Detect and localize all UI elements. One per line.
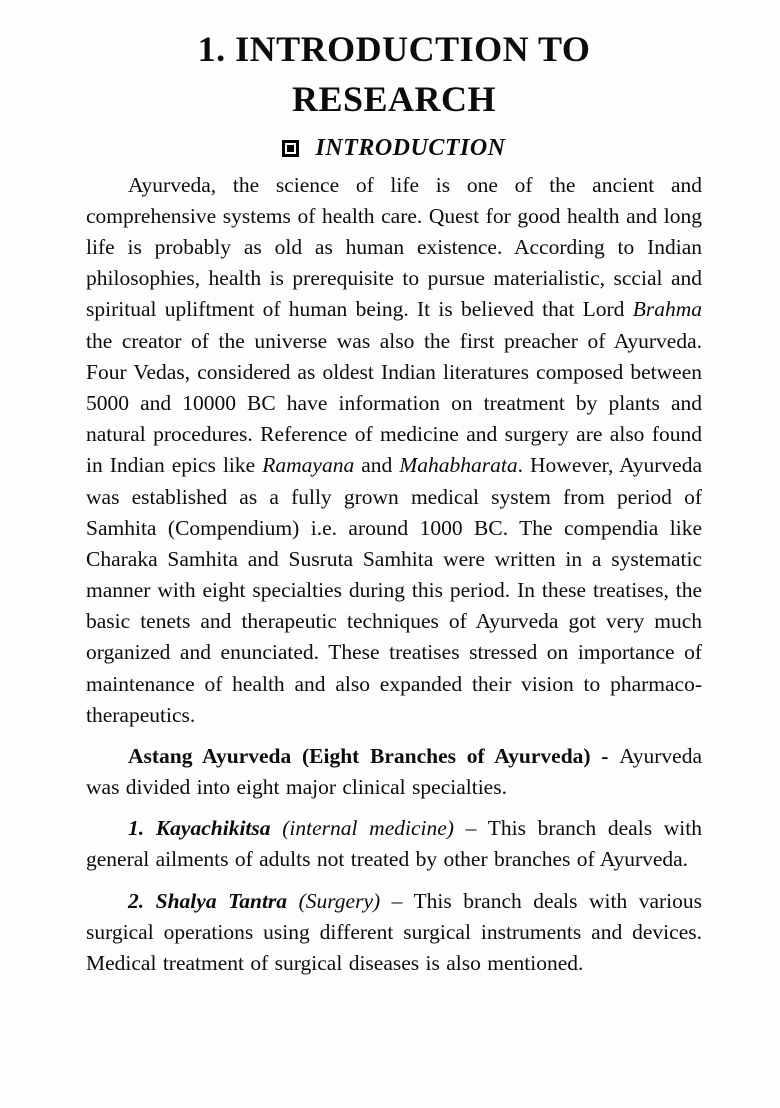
section-heading-label: INTRODUCTION	[315, 134, 506, 161]
intro-paragraph: Ayurveda, the science of life is one of the ancient and comprehensive systems of health care. Quest for good health and long life is probably as old as human existence. According to Indian philosophies, health is prerequisite to pursue materialistic, sccial and spiritual upliftment of human being. It is believed that Lord Brahma the creator of the universe was also the first preacher of Ayurveda. Four Vedas, considered as oldest Indian literatures composed between 5000 and 10000 BC have information on treatment by plants and natural procedures. Reference of medicine and surgery are also found in Indian epics like Ramayana and Mahabharata. However, Ayurveda was established as a fully grown medical system from period of Samhita (Compendium) i.e. around 1000 BC. The compendia like Charaka Samhita and Susruta Samhita were written in a systematic manner with eight specialties during this period. In these treatises, the basic tenets and therapeutic techniques of Ayurveda got very much organized and enunciated. These treatises stressed on importance of maintenance of health and also expanded their vision to pharmaco-therapeutics.	[86, 172, 702, 727]
astang-paragraph: Astang Ayurveda (Eight Branches of Ayurveda) - Ayurveda was divided into eight major clinical specialties.	[86, 743, 702, 800]
page-title-line-2: RESEARCH	[291, 79, 497, 120]
branch-item-1: 1. Kayachikitsa (internal medicine) – This branch deals with general ailments of adults not treated by other branches of Ayurveda.	[86, 816, 702, 872]
section-heading	[86, 135, 702, 162]
page-title-line-1: 1. INTRODUCTION TO	[197, 29, 591, 69]
branch-item-2: 2. Shalya Tantra (Surgery) – This branch deals with various surgical operations using different surgical instruments and devices. Medical treatment of surgical diseases is also mentioned.	[86, 888, 703, 975]
page-title	[86, 24, 702, 125]
square-bullet-icon	[282, 140, 299, 157]
